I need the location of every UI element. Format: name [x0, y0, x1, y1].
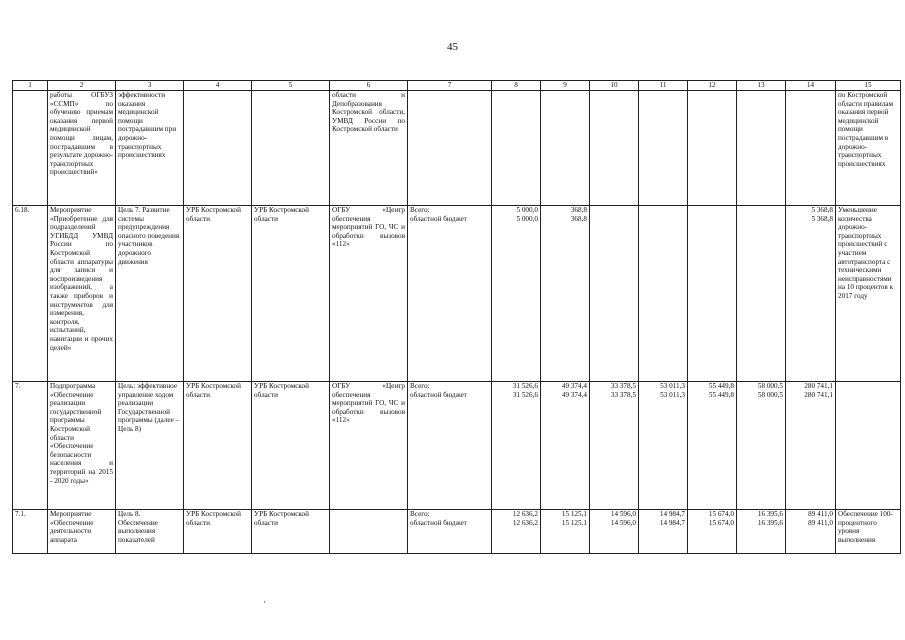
amount-col12: 55 449,8 55 449,8 [688, 382, 737, 510]
expected-result: Уменьшение количества дорожно-транспортных происшествий с участием автотранспорта с техническими неисправностями на 10 процентов к 2017 году [836, 206, 901, 382]
participant: ОГБУ «Центр обеспечения мероприятий ГО, ЧС и обработки вызовов «112» [330, 382, 408, 510]
goal: Цель 7. Развитие системы предупреждения опасного поведения участников дорожного движения [116, 206, 184, 382]
header-cell: 6 [330, 81, 408, 91]
activity-name: работы ОГБУЗ «ССМП» по обучению приемам оказания первой медицинской помощи лицам, пострадавшим в результате дорожно-транспортных происшествий» [48, 91, 116, 206]
amount-col13 [737, 91, 786, 206]
amount-col10 [590, 91, 639, 206]
row-number: 7. [13, 382, 48, 510]
co-executor: УРБ Костромской области [252, 206, 330, 382]
amount-col11: 14 984,7 14 984,7 [639, 510, 688, 554]
activity-name: Мероприятие «Обеспечение деятельности аппарата [48, 510, 116, 554]
funding-source [408, 91, 492, 206]
goal: Цель: эффективное управление ходом реализации Государственной программы (далее – Цель 8) [116, 382, 184, 510]
goal: эффективности оказания медицинской помощи пострадавшим при дорожно-транспортных происшествиях [116, 91, 184, 206]
amount-col9: 15 125,1 15 125,1 [541, 510, 590, 554]
row-number [13, 91, 48, 206]
amount-col13: 16 395,6 16 395,6 [737, 510, 786, 554]
header-cell: 10 [590, 81, 639, 91]
amount-col11: 53 011,3 53 011,3 [639, 382, 688, 510]
table-row [13, 510, 901, 554]
activity-name: Подпрограмма «Обеспечение реализации государственной программы Костромской области «Обеспечение безопасности населения и территорий на 2015 - 2020 годы» [48, 382, 116, 510]
amount-col9 [541, 91, 590, 206]
table-row [13, 91, 901, 206]
header-cell: 15 [836, 81, 901, 91]
amount-col12 [688, 91, 737, 206]
amount-col10: 14 596,0 14 596,0 [590, 510, 639, 554]
header-cell: 5 [252, 81, 330, 91]
header-cell: 11 [639, 81, 688, 91]
amount-total: 89 411,0 89 411,0 [786, 510, 836, 554]
amount-col12 [688, 206, 737, 382]
header-row [13, 81, 901, 91]
header-cell: 9 [541, 81, 590, 91]
page-number: 45 [447, 41, 458, 53]
funding-source: Всего: областной бюджет [408, 206, 492, 382]
responsible-executor: УРБ Костромской области [184, 206, 252, 382]
co-executor [252, 91, 330, 206]
responsible-executor: УРБ Костромской области [184, 510, 252, 554]
header-cell: 7 [408, 81, 492, 91]
amount-col8: 12 636,2 12 636,2 [492, 510, 541, 554]
amount-col8: 31 526,6 31 526,6 [492, 382, 541, 510]
participant [330, 510, 408, 554]
amount-col8 [492, 91, 541, 206]
row-number: 7.1. [13, 510, 48, 554]
header-cell: 4 [184, 81, 252, 91]
header-cell: 2 [48, 81, 116, 91]
amount-col10 [590, 206, 639, 382]
amount-col10: 33 378,5 33 378,5 [590, 382, 639, 510]
responsible-executor: УРБ Костромской области [184, 382, 252, 510]
funding-source: Всего: областной бюджет [408, 510, 492, 554]
stray-mark: · [263, 597, 266, 607]
amount-col13: 58 000,5 58 000,5 [737, 382, 786, 510]
header-cell: 8 [492, 81, 541, 91]
header-cell: 13 [737, 81, 786, 91]
goal: Цель 8. Обеспечение выполнения показателей [116, 510, 184, 554]
amount-total: 5 368,8 5 368,8 [786, 206, 836, 382]
row-number: 6.18. [13, 206, 48, 382]
amount-col8: 5 000,0 5 000,0 [492, 206, 541, 382]
funding-source: Всего: областной бюджет [408, 382, 492, 510]
header-cell: 3 [116, 81, 184, 91]
amount-col12: 15 674,0 15 674,0 [688, 510, 737, 554]
header-cell: 1 [13, 81, 48, 91]
amount-col9: 49 374,4 49 374,4 [541, 382, 590, 510]
table-row [13, 206, 901, 382]
expected-result: по Костромской области правилам оказания первой медицинской помощи пострадавшим в дорожно-транспортных происшествиях [836, 91, 901, 206]
amount-col11 [639, 206, 688, 382]
amount-col13 [737, 206, 786, 382]
amount-col11 [639, 91, 688, 206]
amount-col9: 368,8 368,8 [541, 206, 590, 382]
responsible-executor [184, 91, 252, 206]
activity-name: Мероприятие «Приобретение для подразделений УГИБДД УМВД России по Костромской области аппаратуры для записи и воспроизведения изображений, а также приборов и инструментов для измерения, контроля, испытаний, навигации и прочих целей» [48, 206, 116, 382]
participant: области и Депобразования Костромской области, УМВД России по Костромской области [330, 91, 408, 206]
expected-result [836, 382, 901, 510]
participant: ОГБУ «Центр обеспечения мероприятий ГО, ЧС и обработки вызовов «112» [330, 206, 408, 382]
amount-total: 280 741,1 280 741,1 [786, 382, 836, 510]
co-executor: УРБ Костромской области [252, 510, 330, 554]
co-executor: УРБ Костромской области [252, 382, 330, 510]
program-table [12, 80, 901, 554]
expected-result: Обеспечение 100-процентного уровня выполнения [836, 510, 901, 554]
table-row [13, 382, 901, 510]
header-cell: 14 [786, 81, 836, 91]
header-cell: 12 [688, 81, 737, 91]
amount-total [786, 91, 836, 206]
